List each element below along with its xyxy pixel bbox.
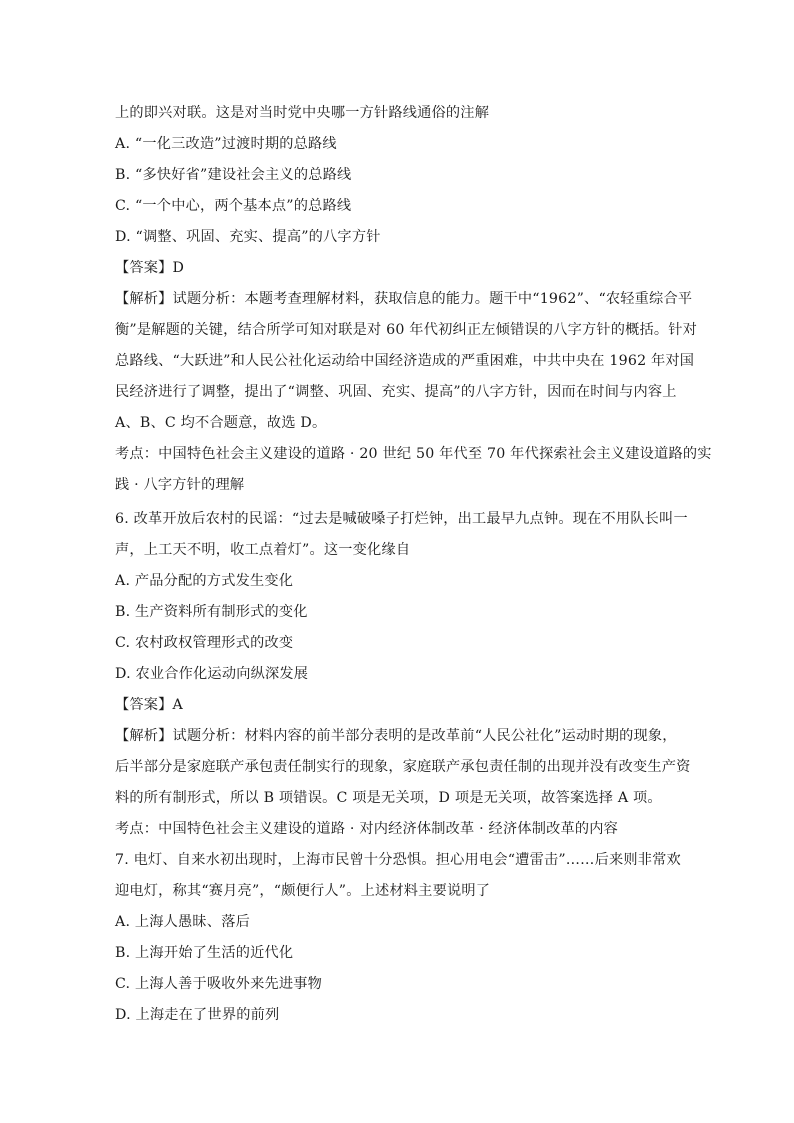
q5-analysis-line-1: 【解析】试题分析：本题考查理解材料，获取信息的能力。题干中“1962”、“农轻重综合平 — [115, 291, 693, 307]
q6-option-b: B. 生产资料所有制形式的变化 — [115, 604, 308, 620]
q7-stem-line-2: 迎电灯，称其“赛月亮”，“颇便行人”。上述材料主要说明了 — [115, 883, 491, 899]
q6-stem-line-2: 声，上工天不明，收工点着灯”。这一变化缘自 — [115, 542, 411, 558]
q7-option-c: C. 上海人善于吸收外来先进事物 — [115, 976, 323, 992]
q5-option-c: C. “一个中心，两个基本点”的总路线 — [115, 198, 352, 214]
q5-analysis-line-4: 民经济进行了调整，提出了“调整、巩固、充实、提高”的八字方针，因而在时间与内容上 — [115, 384, 677, 400]
q7-stem-line-1: 7. 电灯、自来水初出现时，上海市民曾十分恐惧。担心用电会“遭雷击”……后来则非常欢 — [115, 852, 681, 868]
q7-option-b: B. 上海开始了生活的近代化 — [115, 945, 294, 961]
q6-kaodian-line-1: 考点：中国特色社会主义建设的道路 · 对内经济体制改革 · 经济体制改革的内容 — [115, 821, 619, 837]
q6-analysis-line-3: 料的所有制形式，所以 B 项错误。C 项是无关项，D 项是无关项，故答案选择 A 项。 — [115, 790, 662, 806]
q6-option-d: D. 农业合作化运动向纵深发展 — [115, 666, 309, 682]
q5-option-d: D. “调整、巩固、充实、提高”的八字方针 — [115, 229, 381, 245]
q5-option-a: A. “一化三改造”过渡时期的总路线 — [115, 136, 337, 152]
q5-analysis-line-5: A、B、C 均不合题意，故选 D。 — [115, 415, 327, 431]
q6-answer: 【答案】A — [115, 697, 183, 713]
q6-stem-line-1: 6. 改革开放后农村的民谣：“过去是喊破嗓子打烂钟，出工最早九点钟。现在不用队长叫一 — [115, 511, 688, 527]
q6-analysis-line-2: 后半部分是家庭联产承包责任制实行的现象，家庭联产承包责任制的出现并没有改变生产资 — [115, 759, 691, 775]
q6-option-c: C. 农村政权管理形式的改变 — [115, 635, 294, 651]
q7-option-a: A. 上海人愚昧、落后 — [115, 914, 250, 930]
q6-analysis-line-1: 【解析】试题分析：材料内容的前半部分表明的是改革前“人民公社化”运动时期的现象， — [115, 728, 677, 744]
q5-analysis-line-2: 衡”是解题的关键，结合所学可知对联是对 60 年代初纠正左倾错误的八字方针的概括。针对 — [115, 322, 698, 338]
q5-option-b: B. “多快好省”建设社会主义的总路线 — [115, 167, 352, 183]
q5-kaodian-line-1: 考点：中国特色社会主义建设的道路 · 20 世纪 50 年代至 70 年代探索社会主义建设道路的实 — [115, 446, 712, 462]
q5-answer: 【答案】D — [115, 260, 185, 276]
q5-kaodian-line-2: 践 · 八字方针的理解 — [115, 477, 245, 493]
q5-stem-tail: 上的即兴对联。这是对当时党中央哪一方针路线通俗的注解 — [115, 105, 490, 121]
q5-analysis-line-3: 总路线、“大跃进”和人民公社化运动给中国经济造成的严重困难，中共中央在 1962 年对国 — [115, 353, 695, 369]
q7-option-d: D. 上海走在了世界的前列 — [115, 1007, 280, 1023]
q6-option-a: A. 产品分配的方式发生变化 — [115, 573, 294, 589]
